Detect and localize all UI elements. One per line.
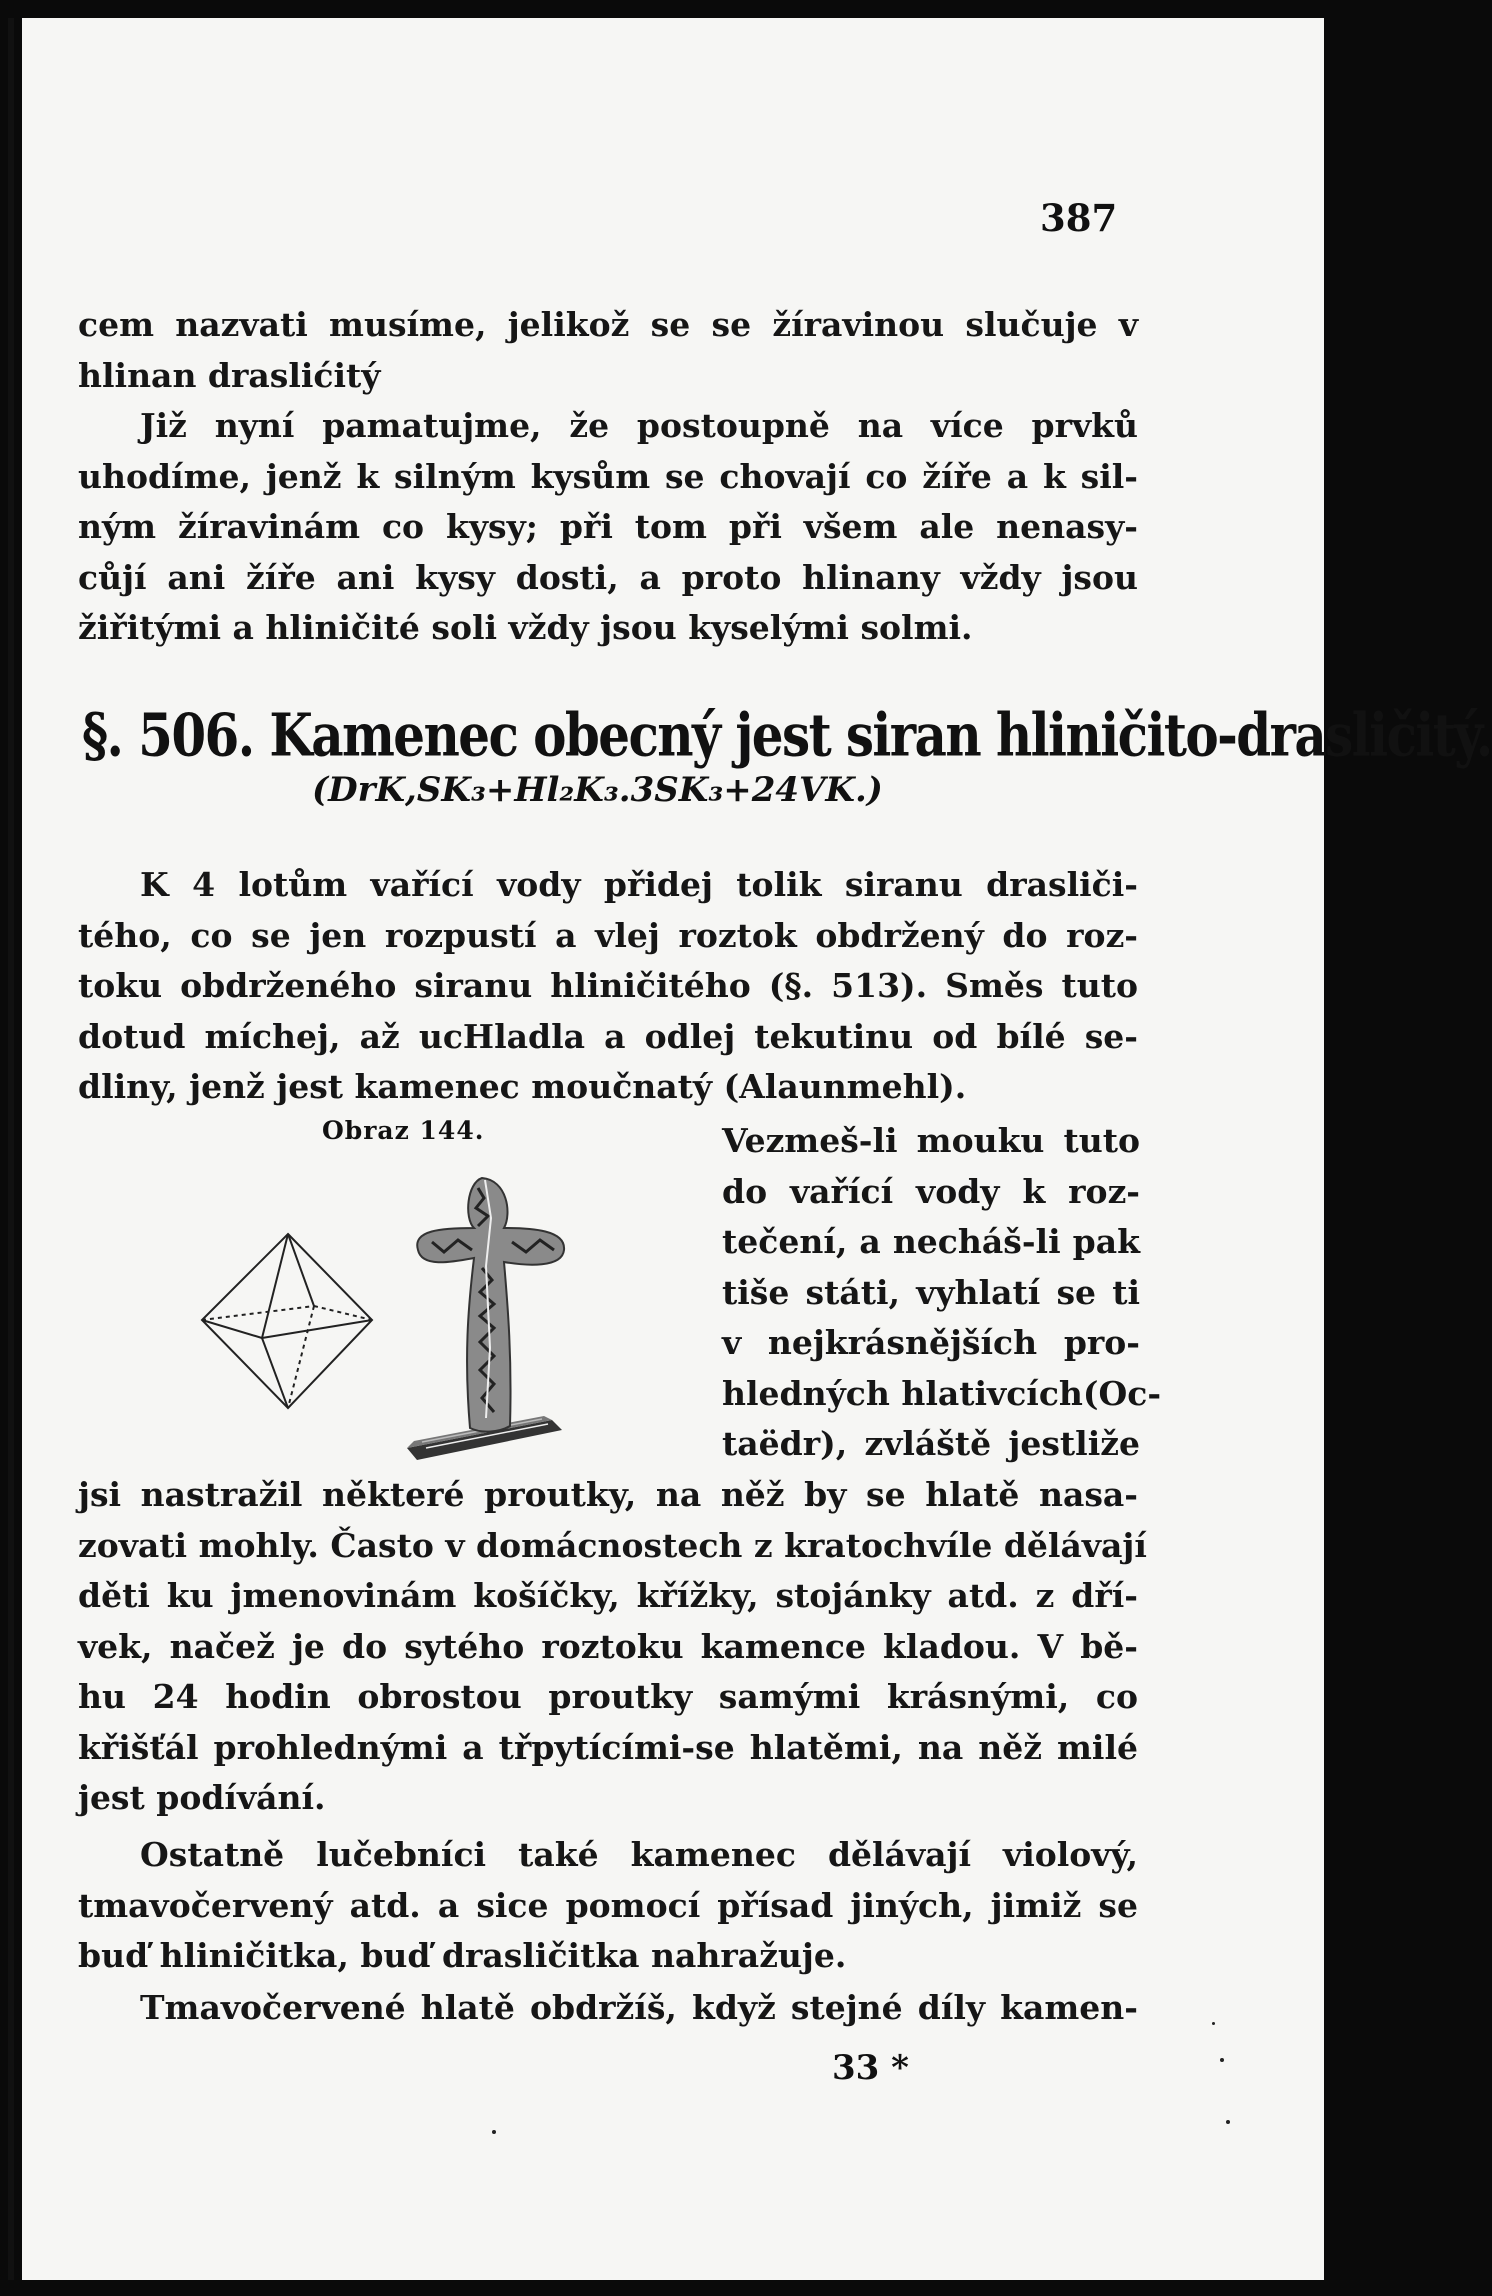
paragraph-1 bbox=[78, 401, 1138, 654]
text-line: zovati mohly. Často v domácnostech z kratochvíle dělávají bbox=[78, 1525, 1147, 1565]
chemical-formula: (DrK,SK₃+Hl₂K₃.3SK₃+24VK.) bbox=[312, 770, 883, 810]
text-line: dliny, jenž jest kamenec moučnatý (Alaunmehl). bbox=[78, 1067, 967, 1106]
text-line: tečení, a necháš-li pak bbox=[722, 1222, 1140, 1261]
text-line: tého, co se jen rozpustí a vlej roztok obdržený do roz- bbox=[78, 915, 1138, 955]
figure-illustration bbox=[182, 1158, 632, 1488]
book-page bbox=[22, 18, 1492, 2280]
text-line: uhodíme, jenž k silným kysům se chovají co žíře a k sil- bbox=[78, 456, 1138, 496]
crystal-cross-drawing bbox=[407, 1178, 564, 1460]
text-line: hu 24 hodin obrostou proutky samými krásnými, co bbox=[78, 1677, 1138, 1716]
paragraph-3-float-column bbox=[722, 1116, 1162, 1470]
text-line: křišťál prohlednými a třpytícími-se hlatěmi, na něž milé bbox=[78, 1727, 1138, 1767]
figure-svg bbox=[182, 1158, 632, 1488]
paragraph-3-continuation bbox=[78, 1470, 1147, 1824]
text-line: buď hliničitka, buď drasličitka nahražuje. bbox=[78, 1936, 847, 1975]
text-line: hledných hlativcích(Oc- bbox=[722, 1373, 1162, 1413]
text-line: jsi nastražil některé proutky, na něž by se hlatě nasa- bbox=[78, 1475, 1138, 1514]
paragraph-2 bbox=[78, 860, 1138, 1113]
text-line: v nejkrásnějších pro- bbox=[722, 1323, 1140, 1362]
paragraph-4 bbox=[78, 1830, 1138, 1982]
section-heading: §. 506. Kamenec obecný jest siran hliničito-drasličitý. bbox=[82, 700, 1492, 770]
text-line: jest podívání. bbox=[78, 1778, 326, 1817]
scan-speck bbox=[492, 2130, 496, 2134]
text-line: hlinan draslićitý bbox=[78, 355, 381, 395]
page-edge-shadow bbox=[8, 18, 14, 2280]
text-line: toku obdrženého siranu hliničitého (§. 513). Směs tuto bbox=[78, 966, 1138, 1005]
text-line: děti ku jmenovinám košíčky, křížky, stojánky atd. z dří- bbox=[78, 1576, 1138, 1615]
text-line: do vařící vody k roz- bbox=[722, 1171, 1140, 1211]
text-line: ným žíravinám co kysy; při tom při všem ale nenasy- bbox=[78, 507, 1138, 546]
scan-speck bbox=[1220, 2058, 1224, 2062]
signature-mark: 33 * bbox=[832, 2048, 909, 2088]
paragraph-5 bbox=[78, 1983, 1138, 2034]
text-line: cůjí ani žíře ani kysy dosti, a proto hlinany vždy jsou bbox=[78, 557, 1138, 597]
text-line: Ostatně lučebníci také kamenec dělávají violový, bbox=[140, 1835, 1138, 1874]
intro-paragraph bbox=[78, 300, 1138, 401]
text-line: Tmavočervené hlatě obdržíš, když stejné díly kamen- bbox=[140, 1988, 1138, 2027]
scan-speck bbox=[1212, 2022, 1215, 2025]
text-line: Vezmeš-li mouku tuto bbox=[722, 1121, 1140, 1160]
text-line: vek, načež je do sytého roztoku kamence kladou. V bě- bbox=[78, 1626, 1138, 1666]
text-line: tmavočervený atd. a sice pomocí přísad jiných, jimiž se bbox=[78, 1885, 1138, 1925]
octahedron-crystal-drawing bbox=[202, 1234, 372, 1408]
text-line: žiřitými a hliničité soli vždy jsou kyselými solmi. bbox=[78, 608, 973, 647]
text-line: Již nyní pamatujme, že postoupně na více prvků bbox=[140, 406, 1138, 445]
text-line: K 4 lotům vařící vody přidej tolik siranu drasliči- bbox=[140, 865, 1138, 904]
text-line: taëdr), zvláště jestliže bbox=[722, 1424, 1140, 1463]
page-number: 387 bbox=[1040, 196, 1118, 240]
figure-caption: Obraz 144. bbox=[322, 1116, 485, 1145]
text-line: tiše státi, vyhlatí se ti bbox=[722, 1272, 1140, 1312]
scan-speck bbox=[1226, 2120, 1230, 2124]
text-line: dotud míchej, až ucHladla a odlej tekutinu od bílé se- bbox=[78, 1016, 1138, 1056]
text-line: cem nazvati musíme, jelikož se se žíravinou slučuje v bbox=[78, 305, 1138, 344]
